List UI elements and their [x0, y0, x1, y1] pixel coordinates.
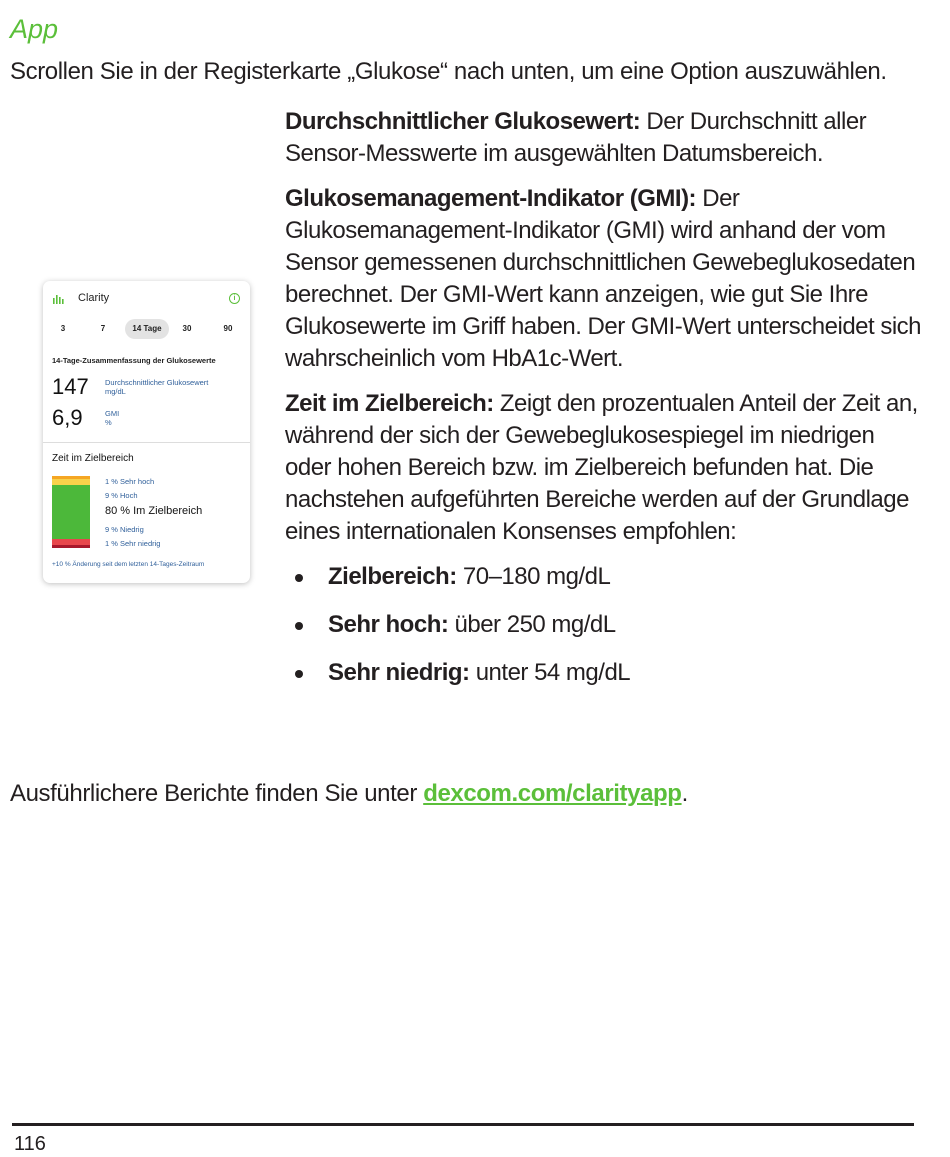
tir-very-high-label: 1 % Sehr hoch [105, 477, 155, 486]
avg-glucose-value: 147 [52, 374, 89, 399]
range-text: über 250 mg/dL [448, 611, 616, 638]
definition-gmi [285, 183, 925, 375]
definitions-column [285, 106, 925, 705]
gmi-value: 6,9 [52, 405, 83, 430]
date-range-tabs [51, 319, 244, 339]
tab-90-days[interactable]: 90 [223, 324, 233, 333]
bullet-icon [295, 622, 303, 630]
bullet-icon [295, 574, 303, 582]
tab-30-days[interactable]: 30 [182, 324, 192, 333]
tir-target-label: 80 % Im Zielbereich [105, 505, 203, 517]
tab-14-days[interactable]: 14 Tage [125, 319, 169, 339]
gmi-label: GMI [105, 409, 120, 418]
outro-end: . [681, 780, 688, 807]
summary-title: 14-Tage-Zusammenfassung der Glukosewerte [52, 356, 216, 365]
bullet-icon [295, 670, 303, 678]
footer-rule [12, 1123, 914, 1126]
definition-term: Glukosemanagement-Indikator (GMI): [285, 185, 697, 212]
range-text: 70–180 mg/dL [456, 563, 611, 590]
page-number: 116 [14, 1133, 46, 1155]
clarity-link[interactable]: dexcom.com/clarityapp [423, 780, 682, 807]
definition-term: Zeit im Zielbereich: [285, 390, 494, 417]
list-item [285, 561, 925, 593]
list-item [285, 657, 925, 689]
definition-term: Durchschnittlicher Glukosewert: [285, 108, 641, 135]
intro-text: Scrollen Sie in der Registerkarte „Glukose“ nach unten, um eine Option auszuwählen. [10, 58, 887, 85]
list-item [285, 609, 925, 641]
avg-glucose-unit: mg/dL [105, 387, 126, 396]
definition-avg-glucose [285, 106, 925, 170]
change-note: +10 % Änderung seit dem letzten 14-Tages-Zeitraum [52, 561, 205, 568]
divider [43, 442, 250, 443]
time-in-range-title: Zeit im Zielbereich [52, 453, 134, 464]
avg-glucose-label: Durchschnittlicher Glukosewert [105, 378, 209, 387]
time-in-range-bar [52, 476, 90, 548]
gmi-unit: % [105, 418, 112, 427]
tir-segment-target [52, 485, 90, 539]
range-text: unter 54 mg/dL [469, 659, 631, 686]
app-name: Clarity [78, 292, 110, 304]
range-term: Sehr hoch: [328, 611, 449, 638]
clarity-app-card [43, 281, 250, 583]
outro-lead: Ausführlichere Berichte finden Sie unter [10, 780, 424, 807]
tir-high-label: 9 % Hoch [105, 491, 138, 500]
section-title: App [10, 14, 59, 44]
range-term: Zielbereich: [328, 563, 457, 590]
range-list [285, 561, 925, 689]
tab-3-days[interactable]: 3 [60, 324, 66, 333]
definition-text: Der Glukosemanagement-Indikator (GMI) wird anhand der vom Sensor gemessenen durchschnittlichen Gewebeglukosedaten berechnet. Der GMI-Wert kann anzeigen, wie gut Sie Ihre Glukosewerte im Griff haben. Der GMI-Wert unterscheidet sich wahrscheinlich vom HbA1c-Wert. [285, 185, 922, 372]
clarity-logo-icon [53, 293, 65, 305]
tir-segment-very-low [52, 545, 90, 548]
definition-text: Zeigt den prozentualen Anteil der Zeit an, während der sich der Gewebeglukosespiegel im niedrigen oder hohen Bereich bzw. im Zielbereich befunden hat. Die nachstehen aufgeführten Bereiche werden auf der Grundlage eines internationalen Konsenses empfohlen: [285, 390, 918, 545]
definition-time-in-range [285, 388, 925, 548]
tab-7-days[interactable]: 7 [100, 324, 106, 333]
info-icon[interactable]: i [229, 293, 240, 304]
definition-text: Der Durchschnitt aller Sensor-Messwerte im ausgewählten Datumsbereich. [285, 108, 867, 167]
tir-very-low-label: 1 % Sehr niedrig [105, 539, 161, 548]
outro-text [10, 778, 940, 810]
tir-low-label: 9 % Niedrig [105, 525, 144, 534]
range-term: Sehr niedrig: [328, 659, 470, 686]
